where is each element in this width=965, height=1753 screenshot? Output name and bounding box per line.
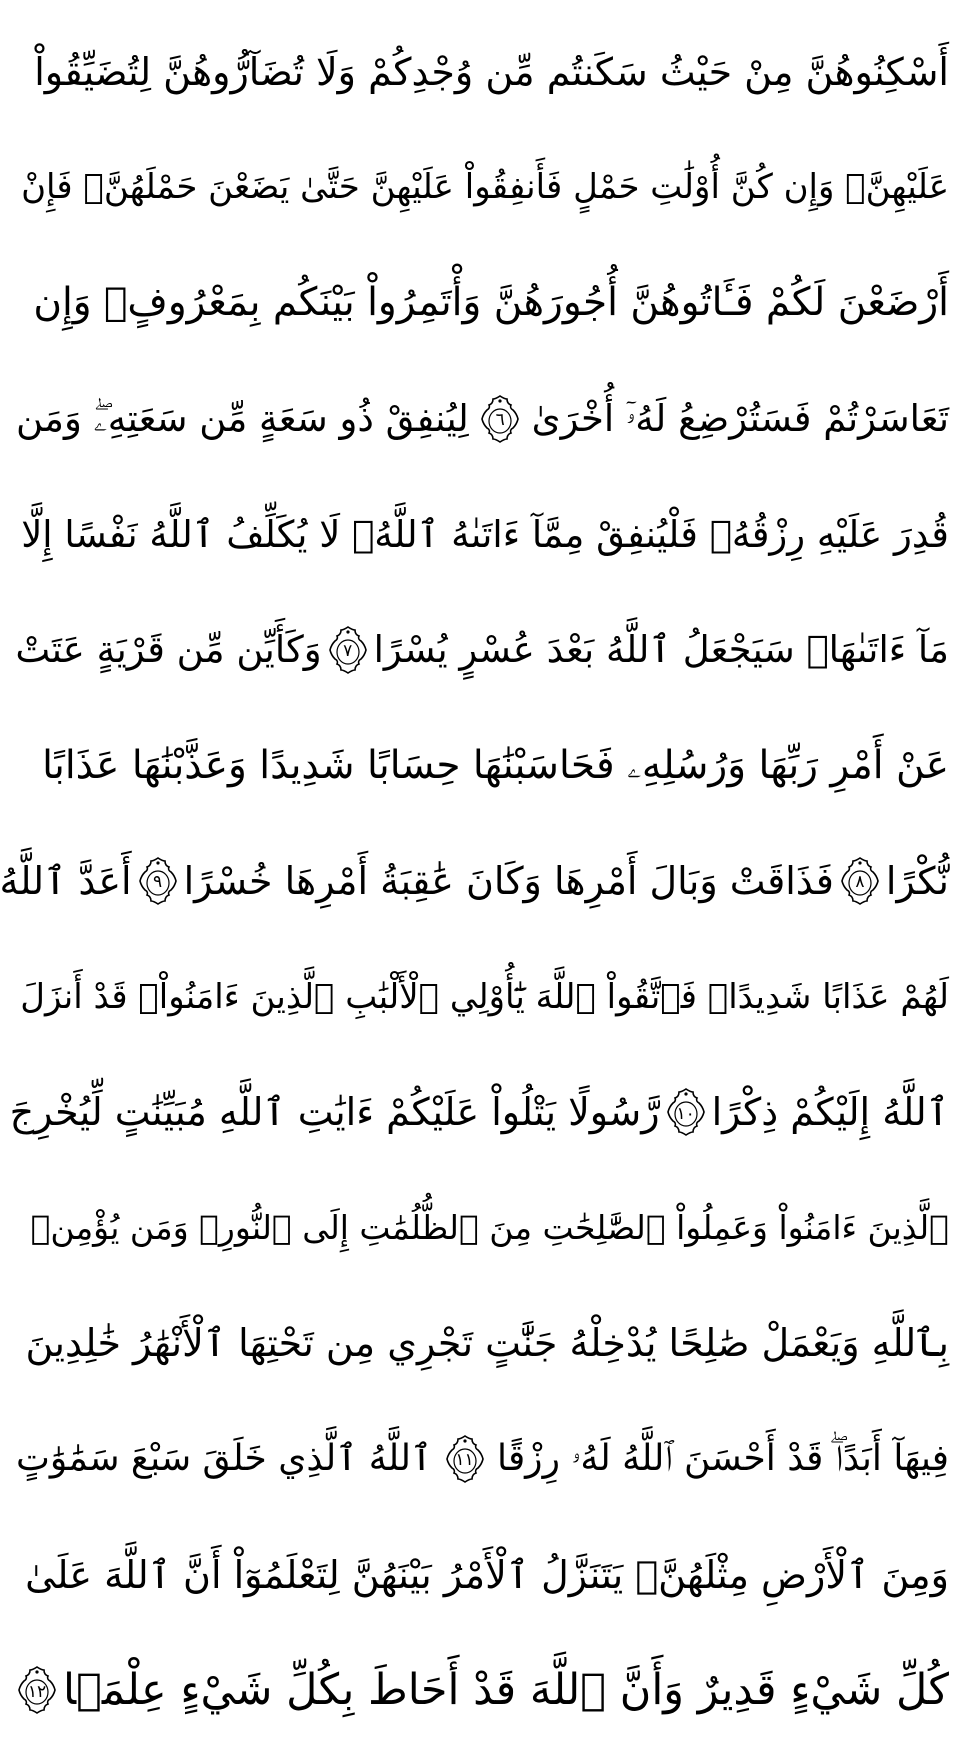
verse-line [16,1401,949,1517]
verse-line [16,361,949,477]
verse-text: عَلَيْهِنَّۚ وَإِن كُنَّ أُوْلَٰتِ حَمْلٍ فَأَنفِقُواْ عَلَيْهِنَّ حَتَّىٰ يَضَعْنَ حَمْلَهُنَّۚ فَإِنْ [21,167,949,208]
verse-text: لِيُنفِقْ ذُو سَعَةٍ مِّن سَعَتِهِۦۖ وَمَن [16,397,469,441]
ayah-number-marker [17,1666,57,1714]
ayah-number: ٩ [153,872,163,893]
verse-text: ٱللَّهُ إِلَيْكُمْ ذِكْرًا [711,1090,949,1135]
ayah-number: ١٢ [27,1681,47,1702]
verse-text: لَهُمْ عَذَابًا شَدِيدًاۖ فَٱتَّقُواْ ٱللَّهَ يَٰٓأُوْلِي ٱلْأَلْبَٰبِ ٱلَّذِينَ ءَامَنُواْۚ قَدْ أَنزَلَ [20,976,949,1017]
verse-text: قُدِرَ عَلَيْهِ رِزْقُهُۥ فَلْيُنفِقْ مِمَّآ ءَاتَىٰهُ ٱللَّهُۚ لَا يُكَلِّفُ ٱللَّهُ نَفْسًا إِلَّا [21,512,949,556]
verse-text: وَكَأَيِّن مِّن قَرْيَةٍ عَتَتْ [15,628,322,672]
ayah-number: ٧ [343,641,353,662]
verse-text: ٱللَّهُ ٱلَّذِي خَلَقَ سَبْعَ سَمَٰوَٰتٍ [16,1437,433,1479]
ayah-number: ٨ [855,872,865,893]
verse-text: فِيهَآ أَبَدًاۖ قَدْ أَحْسَنَ ٱللَّهُ لَهُۥ رِزْقًا [497,1437,949,1479]
verse-lines [0,14,949,1749]
ayah-number-marker [840,857,880,905]
ayah-number: ١١ [455,1450,474,1471]
verse-text: ٱلَّذِينَ ءَامَنُواْ وَعَمِلُواْ ٱلصَّٰلِحَٰتِ مِنَ ٱلظُّلُمَٰتِ إِلَى ٱلنُّورِۚ وَمَن يُؤْمِنۢ [30,1208,949,1248]
ayah-number-marker [138,857,178,905]
verse-line [9,1054,949,1170]
verse-text: أَعَدَّ ٱللَّهُ [0,858,132,903]
ayah-number-marker [445,1435,485,1483]
verse-text: رَّسُولًا يَتْلُواْ عَلَيْكُمْ ءَايَٰتِ ٱللَّهِ مُبَيِّنَٰتٍ لِّيُخْرِجَ [9,1090,660,1135]
verse-text: أَرْضَعْنَ لَكُمْ فَـَٔاتُوهُنَّ أُجُورَهُنَّ وَأْتَمِرُواْ بَيْنَكُم بِمَعْرُوفٍۖ وَإِن [33,280,949,326]
verse-text: فَذَاقَتْ وَبَالَ أَمْرِهَا وَكَانَ عَٰقِبَةُ أَمْرِهَا خُسْرًا [183,858,834,903]
ayah-number: ١٠ [676,1103,695,1124]
ayah-number-marker [480,395,520,443]
verse-line [0,823,949,939]
verse-text: وَمِنَ ٱلْأَرْضِ مِثْلَهُنَّۖ يَتَنَزَّلُ ٱلْأَمْرُ بَيْنَهُنَّ لِتَعْلَمُوٓاْ أَنَّ ٱللَّهَ عَلَىٰ [25,1552,949,1597]
verse-text: عَنْ أَمْرِ رَبِّهَا وَرُسُلِهِۦ فَحَاسَبْنَٰهَا حِسَابًا شَدِيدًا وَعَذَّبْنَٰهَا عَذَابًا [42,742,949,788]
verse-line [16,245,949,361]
verse-text: بِٱللَّهِ وَيَعْمَلْ صَٰلِحًا يُدْخِلْهُ جَنَّٰتٍ تَجْرِي مِن تَحْتِهَا ٱلْأَنْهَٰرُ خَٰلِدِينَ [25,1321,949,1366]
verse-line [16,14,949,130]
verse-text: كُلِّ شَيْءٍ قَدِيرٌ وَأَنَّ ٱللَّهَ قَدْ أَحَاطَ بِكُلِّ شَيْءٍ عِلْمَۢا [63,1664,949,1715]
verse-line [16,1517,949,1633]
verse-text: نُّكْرًا [885,858,949,903]
verse-line [16,130,949,246]
verse-text: مَآ ءَاتَىٰهَاۚ سَيَجْعَلُ ٱللَّهُ بَعْدَ عُسْرٍ يُسْرًا [373,628,949,672]
verse-line [16,708,949,824]
ayah-number-marker [328,626,368,674]
verse-line [16,476,949,592]
verse-line [16,592,949,708]
verse-line [16,1170,949,1286]
verse-line [16,1286,949,1402]
ayah-number-marker [666,1088,706,1136]
verse-text: أَسْكِنُوهُنَّ مِنْ حَيْثُ سَكَنتُم مِّن وُجْدِكُمْ وَلَا تُضَآرُّوهُنَّ لِتُضَيِّقُواْ [34,49,949,94]
ayah-number: ٦ [495,410,505,431]
verse-text: تَعَاسَرْتُمْ فَسَتُرْضِعُ لَهُۥٓ أُخْرَىٰ [531,397,949,441]
verse-line [16,1632,949,1748]
verse-line [16,939,949,1055]
